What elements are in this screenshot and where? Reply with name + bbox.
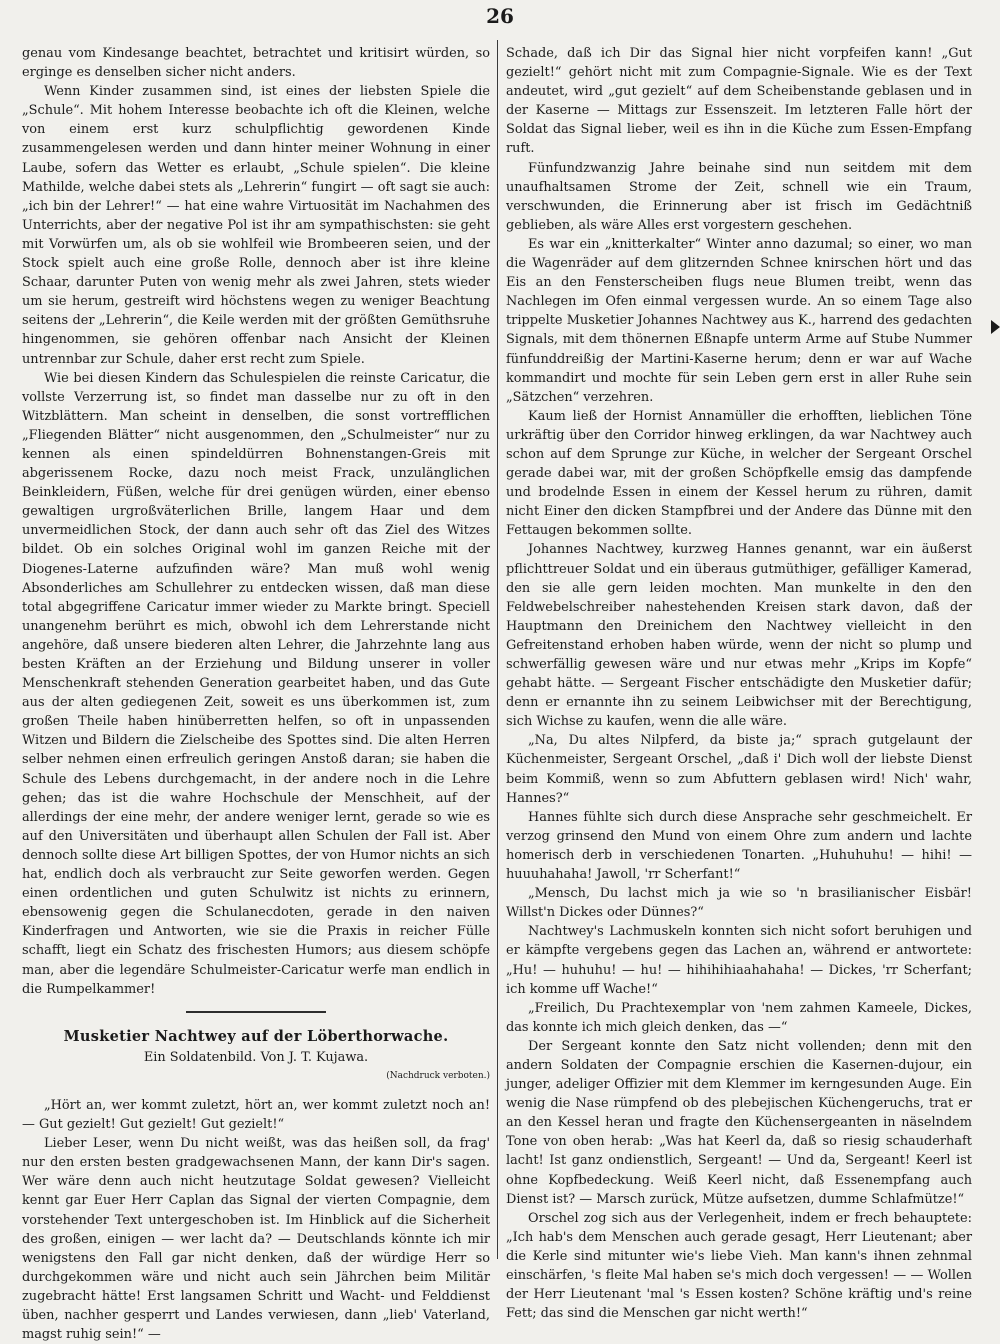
paragraph: Johannes Nachtwey, kurzweg Hannes genannt, war ein äußerst pflichttreuer Soldat und ein überaus gutmüthiger, gefälliger Kamerad, den sie alle gern leiden mochten. Man munkelte in den den Feldwebelschreiber nahestehenden Kreisen stark davon, daß der Hauptmann den Dreinichem den Nachtwey vielleicht in den Gefreitenstand erhoben haben würde, wenn der nicht so plump und schwerfällig gewesen wäre und nur etwas mehr „Krips im Kopfe“ gehabt hätte. — Sergeant Fischer entschädigte den Musketier dafür; denn er ernannte ihn zu seinem Leibwichser mit der Berechtigung, sich Wichse zu kaufen, wenn die alle wäre. xyxy=(506,542,972,730)
paragraph: Lieber Leser, wenn Du nicht weißt, was das heißen soll, da frag' nur den ersten besten gradgewachsenen Mann, der kann Dir's sagen. Wer wäre denn auch nicht heutzutage Soldat gewesen? Vielleicht kennt gar Euer Herr Caplan das Signal der vierten Compagnie, dem vorstehender Text untergeschoben ist. Im Hinblick auf die Sicherheit des großen, einigen — wer lacht da? — Deutschlands könnte ich mir wenigstens den Fall gar nicht denken, daß der würdige Herr so durchgekommen wäre und nicht auch sein Jährchen beim Militär zugebracht hätte! Erst langsamen Schritt und Wacht- und Felddienst üben, nachher gesperrt und Landes verwiesen, dann „lieb' Vaterland, magst ruhig sein!“ — xyxy=(22,1136,490,1343)
page-edge-marker xyxy=(991,320,1000,334)
paragraph: Wenn Kinder zusammen sind, ist eines der liebsten Spiele die „Schule“. Mit hohem Interesse beobachte ich oft die Kleinen, welche von einem erst kurz schulpflichtig gewordenen Kinde zusammengelesen werden und dann hinter meiner Wohnung in einer Laube, sofern das Wetter es erlaubt, „Schule spielen“. Die kleine Mathilde, welche dabei stets als „Lehrerin“ fungirt — oft sagt sie auch: „ich bin der Lehrer!“ — hat eine wahre Virtuosität im Nachahmen des Unterrichts, aber der negative Pol ist ihr am sympathischsten: sie geht mit Vorwürfen um, als ob sie wohlfeil wie Brombeeren seien, und der Stock spielt auch eine große Rolle, dennoch aber ist ihre kleine Schaar, darunter Puten von wenig mehr als zwei Jahren, stets wieder um sie herum, gestreift wird höchstens wegen zu weniger Beachtung seitens der „Lehrerin“, die Keile werden mit der größten Gemüthsruhe hingenommen, sie gehören offenbar nach Ansicht der Kleinen untrennbar zur Schule, daher erst recht zum Spiele. xyxy=(22,84,490,367)
paragraph: Kaum ließ der Hornist Annamüller die erhofften, lieblichen Töne urkräftig über den Corridor hinweg erklingen, da war Nachtwey auch schon auf dem Sprunge zur Küche, in welcher der Sergeant Orschel gerade dabei war, mit der großen Schöpfkelle emsig das dampfende und brodelnde Essen in einem der Kessel herum zu rühren, damit nicht Einer den dicken Stampfbrei und der Andere das Dünne mit den Fettaugen bekommen sollte. xyxy=(506,408,972,539)
column-divider xyxy=(497,40,498,1259)
left-column xyxy=(22,44,490,1343)
paragraph: Nachtwey's Lachmuskeln konnten sich nicht sofort beruhigen und er kämpfte vergebens gegen das Lachen an, während er antwortete: „Hu! — huhuhu! — hu! — hihihihiaahahaha! — Dickes, 'rr Scherfant; ich komme uff Wache!“ xyxy=(506,924,972,997)
paragraph: Der Sergeant konnte den Satz nicht vollenden; denn mit den andern Soldaten der Compagnie erschien die Kasernen-dujour, ein junger, adeliger Offizier mit dem Klemmer im kerngesunden Auge. Ein wenig die Nase rümpfend ob des plebejischen Küchengeruchs, trat er an den Kessel heran und fragte den Küchensergeanten in näselndem Tone von oben herab: „Was hat Keerl da, daß so riesig schauderhaft lacht! Ist ganz ondienstlich, Sergeant! — Und da, Sergeant! Keerl ist ohne Kopfbedeckung. Weiß Keerl nicht, daß Essenempfang auch Dienst ist? — Marsch zurück, Mütze aufsetzen, dumme Schlafmütze!“ xyxy=(506,1038,972,1207)
story-title: Musketier Nachtwey auf der Löberthorwache. xyxy=(63,1027,449,1045)
paragraph: „Mensch, Du lachst mich ja wie so 'n brasilianischer Eisbär! Willst'n Dickes oder Dünnes?“ xyxy=(506,886,972,921)
paragraph: Es war ein „knitterkalter“ Winter anno dazumal; so einer, wo man die Wagenräder auf dem glitzernden Schnee knirschen hört und das Eis an den Fensterscheiben flugs neue Blumen treibt, wenn das Nachlegen im Ofen einmal vergessen wurde. An so einem Tage also trippelte Musketier Johannes Nachtwey aus K., harrend des gedachten Signals, mit dem thönernen Eßnapfe unterm Arme auf Stube Nummer fünfunddreißig der Martini-Kaserne herum; denn er war auf Wache kommandirt und mochte für sein Leben gern erst in aller Ruhe sein „Sätzchen“ verzehren. xyxy=(506,236,972,405)
paragraph: Schade, daß ich Dir das Signal hier nicht vorpfeifen kann! „Gut gezielt!“ gehört nicht mit zum Compagnie-Signale. Wie es der Text andeutet, wird „gut gezielt“ auf dem Scheibenstande geblasen und in der Kaserne — Mittags zur Essenszeit. Im letzteren Falle hört der Soldat das Signal lieber, weil es ihn in die Küche zum Essen-Empfang ruft. xyxy=(506,46,972,157)
paragraph: Hannes fühlte sich durch diese Ansprache sehr geschmeichelt. Er verzog grinsend den Mund von einem Ohre zum andern und lachte homerisch derb in verschiedenen Tonarten. „Huhuhuhu! — hihi! — huuuhahaha! Jawoll, 'rr Scherfant!“ xyxy=(506,809,972,883)
section-divider xyxy=(186,1011,326,1013)
story-subtitle: Ein Soldatenbild. Von J. T. Kujawa. xyxy=(143,1049,369,1065)
paragraph: „Na, Du altes Nilpferd, da biste ja;“ sprach gutgelaunt der Küchenmeister, Sergeant Orschel, „daß i' Dich woll der liebste Dienst beim Kommiß, wenn so zum Abfuttern geblasen wird! Nich' wahr, Hannes?“ xyxy=(506,733,972,806)
reprint-note: (Nachdruck verboten.) xyxy=(386,1070,490,1081)
paragraph: „Freilich, Du Prachtexemplar von 'nem zahmen Kameele, Dickes, das konnte ich mich gleich denken, das —“ xyxy=(506,1000,972,1035)
paragraph: „Hört an, wer kommt zuletzt, hört an, wer kommt zuletzt noch an! — Gut gezielt! Gut gezielt! Gut gezielt!“ xyxy=(22,1097,490,1133)
paragraph: Orschel zog sich aus der Verlegenheit, indem er frech behauptete: „Ich hab's dem Menschen auch gerade gesagt, Herr Lieutenant; aber die Kerle sind mitunter wie's liebe Vieh. Man kann's ihnen zehnmal einschärfen, 's fleite Mal haben se's mich doch vergessen! — — Wollen der Herr Lieutenant 'mal 's Essen kosten? Schöne kräftig und's reine Fett; das sind die Menschen gar nicht werth!“ xyxy=(506,1210,972,1322)
right-column xyxy=(506,44,972,1322)
paragraph: genau vom Kindesange beachtet, betrachtet und kritisirt würden, so erginge es denselben sicher nicht anders. xyxy=(22,46,490,81)
paragraph: Fünfundzwanzig Jahre beinahe sind nun seitdem mit dem unaufhaltsamen Strome der Zeit, schnell wie ein Traum, verschwunden, die Erinnerung aber ist frisch im Gedächtniß geblieben, als wäre Alles erst vorgestern geschehen. xyxy=(506,160,972,233)
page-number: 26 xyxy=(486,4,514,28)
paragraph: Wie bei diesen Kindern das Schulespielen die reinste Caricatur, die vollste Verzerrung ist, so findet man dasselbe nur zu oft in den Witzblättern. Man scheint in denselben, die sonst vortrefflichen „Fliegenden Blätter“ nicht ausgenommen, den „Schulmeister“ nur zu kennen als einen spindeldürren Bohnenstangen-Greis mit abgerissenem Rocke, dazu noch meist Frack, unzulänglichen Beinkleidern, Füßen, welche für drei genügen würden, einer ebenso gewaltigen urgroßväterlichen Brille, langem Haar und dem unvermeidlichen Stock, der dann auch sehr oft das Ziel des Witzes bildet. Ob ein solches Original wohl im ganzen Reiche mit der Diogenes-Laterne aufzufinden wäre? Man muß wohl wenig Absonderliches am Schullehrer zu entdecken wissen, daß man diese total abgegriffene Caricatur immer wieder zu Markte bringt. Speciell unangenehm berührt es mich, obwohl ich dem Lehrerstande nicht angehöre, daß unsere biederen alten Lehrer, die Jahrzehnte lang aus besten Kräften an der Erziehung und Bildung unserer in voller Menschenkraft stehenden Generation gearbeitet haben, und das Gute aus der alten gediegenen Zeit, soweit es uns überkommen ist, zum großen Theile haben hinüberretten helfen, so oft in unpassenden Witzen und Bildern die Zielscheibe des Spottes sind. Die alten Herren selber nehmen einen erfreulich geringen Anstoß daran; sie haben die Schule des Lebens durchgemacht, in der andere noch in die Lehre gehen; das ist die wahre Hochschule der Menschheit, auf der allerdings der eine mehr, der andere weniger lernt, gerade so wie es auf den Universitäten und überhaupt allen Schulen der Fall ist. Aber dennoch sollte diese Art billigen Spottes, der von Humor nichts an sich hat, endlich doch als verbraucht zur Seite geworfen werden. Gegen einen ordentlichen und guten Schulwitz ist nichts zu erinnern, ebensowenig gegen die Schulanecdoten, gerade in den naiven Kinderfragen und Antworten, wie sie die Praxis in reicher Fülle schafft, liegt ein Schatz des frischesten Humors; aus diesem schöpfe man, aber die legendäre Schulmeister-Caricatur werfe man endlich in die Rumpelkammer! xyxy=(22,370,490,997)
